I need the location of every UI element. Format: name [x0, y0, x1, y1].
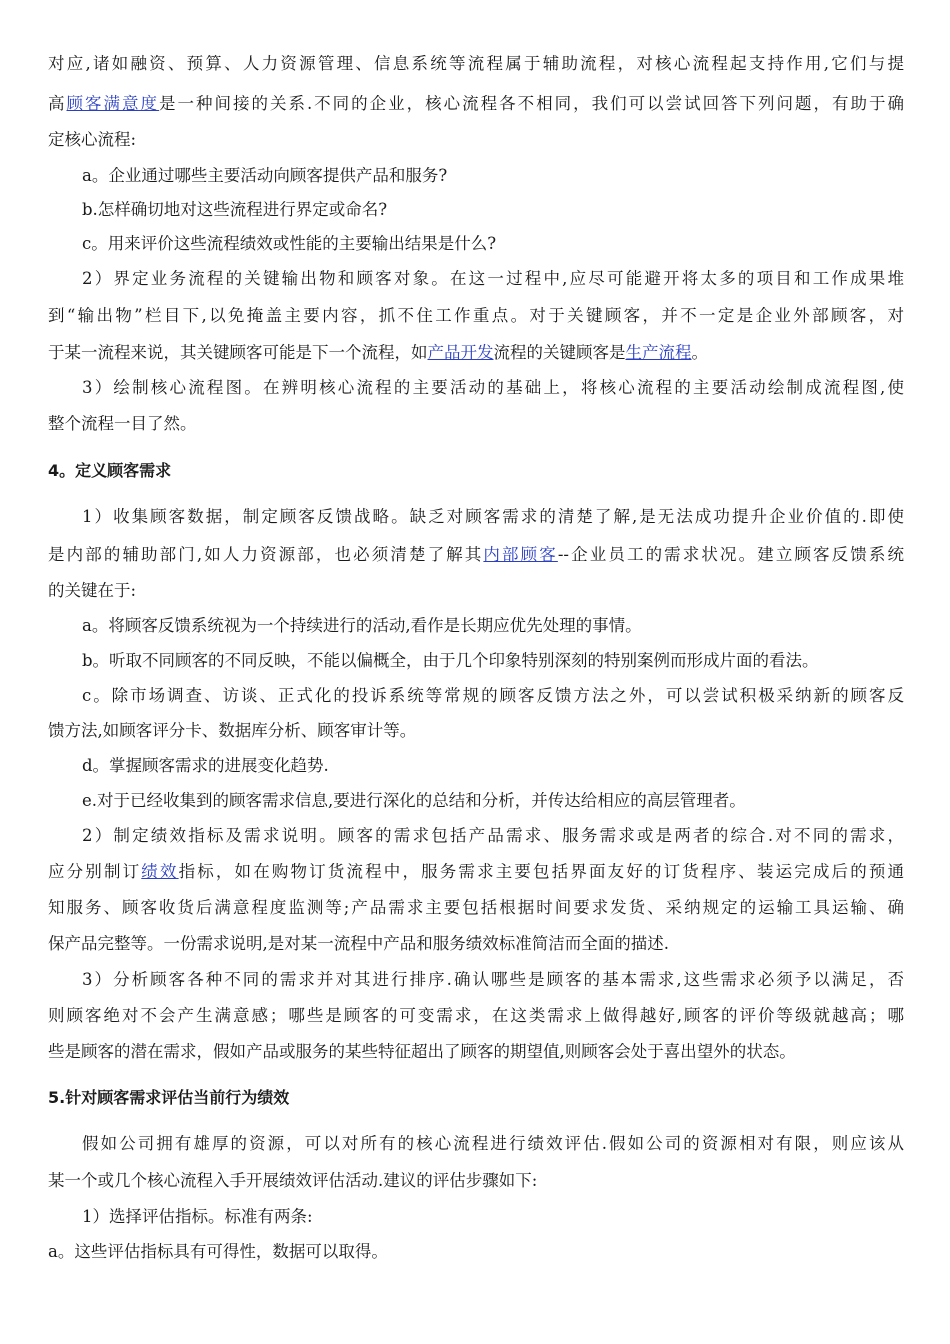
text: 是内部的辅助部门,如人力资源部，也必须清楚了解其 [48, 545, 484, 564]
text: 指标，如在购物订货流程中，服务需求主要包括界面友好的订货程序、装运完成后的预通 [178, 862, 905, 881]
paragraph-line: 到“输出物”栏目下,以免掩盖主要内容，抓不住工作重点。对于关键顾客，并不一定是企业外部顾客，对 [48, 306, 904, 325]
text: 流程的关键顾客是 [493, 343, 626, 362]
text: 。 [691, 343, 708, 362]
link-internal-customer[interactable]: 内部顾客 [483, 545, 558, 564]
list-item: c。用来评价这些流程绩效或性能的主要输出结果是什么? [82, 234, 497, 253]
text: 高 [48, 94, 67, 113]
paragraph-line: 保产品完整等。一份需求说明,是对某一流程中产品和服务绩效标准简洁而全面的描述. [48, 934, 669, 953]
paragraph-line [48, 90, 904, 114]
section-heading-5: 5.针对顾客需求评估当前行为绩效 [48, 1088, 290, 1107]
paragraph-line: 1）收集顾客数据，制定顾客反馈战略。缺乏对顾客需求的清楚了解,是无法成功提升企业价值的.即使 [82, 507, 904, 526]
link-performance[interactable]: 绩效 [141, 862, 179, 881]
text: 于某一流程来说，其关键顾客可能是下一个流程，如 [48, 343, 428, 362]
link-product-development[interactable]: 产品开发 [427, 343, 494, 362]
paragraph-line: 某一个或几个核心流程入手开展绩效评估活动.建议的评估步骤如下: [48, 1171, 538, 1190]
paragraph-line: 3）绘制核心流程图。在辨明核心流程的主要活动的基础上，将核心流程的主要活动绘制成流程图,使 [82, 378, 904, 397]
paragraph-line: 整个流程一目了然。 [48, 414, 197, 433]
link-production-process[interactable]: 生产流程 [625, 343, 692, 362]
paragraph-line: 的关键在于: [48, 581, 137, 600]
text: 应分别制订 [48, 862, 142, 881]
section-heading-4: 4。定义顾客需求 [48, 461, 172, 480]
text: 是一种间接的关系.不同的企业，核心流程各不相同，我们可以尝试回答下列问题，有助于确 [158, 94, 905, 113]
list-item: a。这些评估指标具有可得性，数据可以取得。 [48, 1242, 388, 1261]
paragraph-line: 3）分析顾客各种不同的需求并对其进行排序.确认哪些是顾客的基本需求,这些需求必须予以满足，否 [82, 970, 904, 989]
list-item: a。企业通过哪些主要活动向顾客提供产品和服务? [82, 166, 448, 185]
list-item: a。将顾客反馈系统视为一个持续进行的活动,看作是长期应优先处理的事情。 [82, 616, 642, 635]
paragraph-line: 则顾客绝对不会产生满意感；哪些是顾客的可变需求，在这类需求上做得越好,顾客的评价等级就越高；哪 [48, 1006, 904, 1025]
list-item: e.对于已经收集到的顾客需求信息,要进行深化的总结和分析，并传达给相应的高层管理者。 [82, 791, 746, 810]
list-item: b。听取不同顾客的不同反映，不能以偏概全，由于几个印象特别深刻的特别案例而形成片面的看法。 [82, 651, 819, 670]
paragraph-line [48, 858, 904, 882]
paragraph-line: 假如公司拥有雄厚的资源，可以对所有的核心流程进行绩效评估.假如公司的资源相对有限，则应该从 [82, 1134, 904, 1153]
paragraph-line: 馈方法,如顾客评分卡、数据库分析、顾客审计等。 [48, 721, 417, 740]
paragraph-line [48, 339, 708, 363]
text: --企业员工的需求状况。建立顾客反馈系统 [557, 545, 905, 564]
list-item: d。掌握顾客需求的进展变化趋势. [82, 756, 329, 775]
list-item: 1）选择评估指标。标准有两条: [82, 1207, 313, 1226]
paragraph-line: 定核心流程: [48, 130, 137, 149]
list-item: c。除市场调查、访谈、正式化的投诉系统等常规的顾客反馈方法之外，可以尝试积极采纳新的顾客反 [82, 686, 904, 705]
paragraph-line: 些是顾客的潜在需求，假如产品或服务的某些特征超出了顾客的期望值,则顾客会处于喜出望外的状态。 [48, 1042, 796, 1061]
paragraph-line: 2）界定业务流程的关键输出物和顾客对象。在这一过程中,应尽可能避开将太多的项目和工作成果堆 [82, 269, 904, 288]
paragraph-line [48, 541, 904, 565]
list-item: b.怎样确切地对这些流程进行界定或命名? [82, 200, 388, 219]
link-customer-satisfaction[interactable]: 顾客满意度 [66, 94, 159, 113]
paragraph-line: 2）制定绩效指标及需求说明。顾客的需求包括产品需求、服务需求或是两者的综合.对不同的需求， [82, 826, 904, 845]
paragraph-line: 知服务、顾客收货后满意程度监测等;产品需求主要包括根据时间要求发货、采纳规定的运输工具运输、确 [48, 898, 904, 917]
paragraph-line: 对应,诸如融资、预算、人力资源管理、信息系统等流程属于辅助流程，对核心流程起支持作用,它们与提 [48, 54, 904, 73]
